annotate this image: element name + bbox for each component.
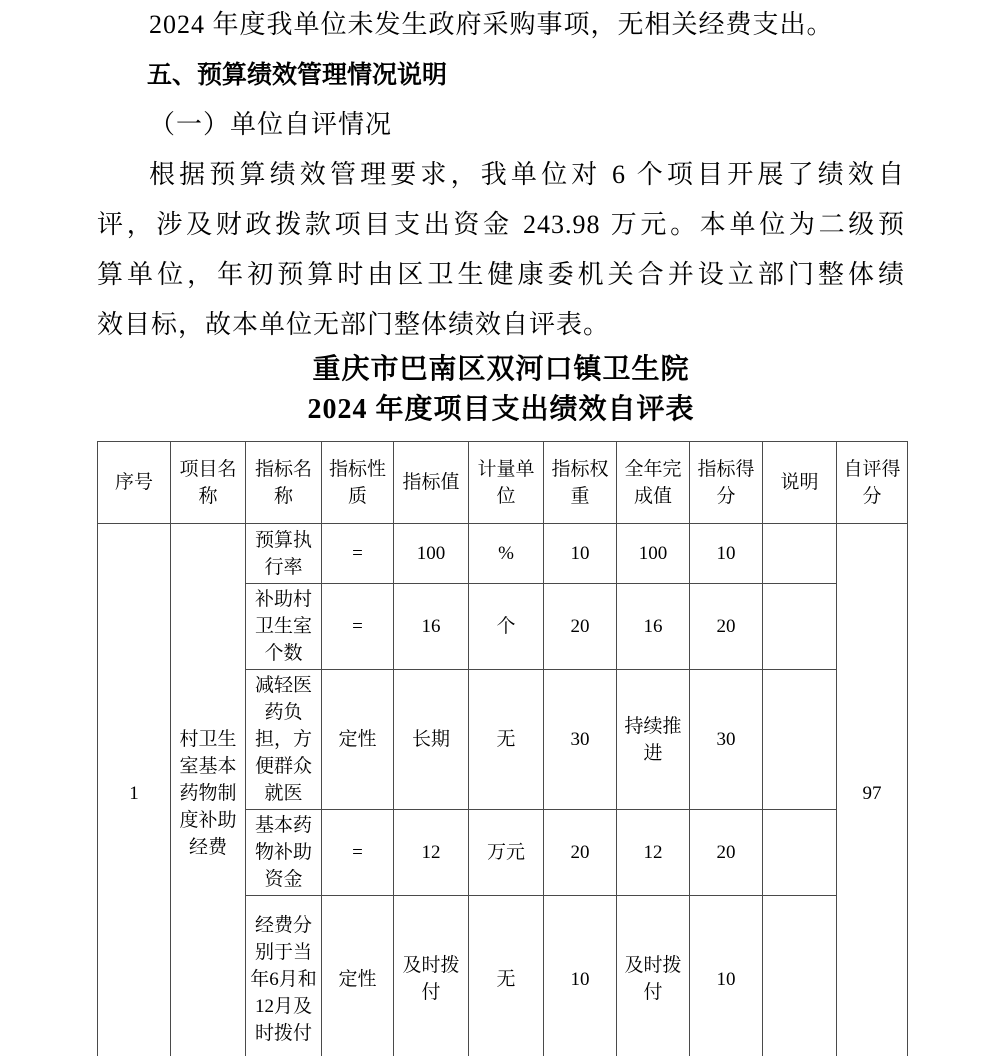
paragraph-line: 算单位，年初预算时由区卫生健康委机关合并设立部门整体绩 [97,260,905,289]
header-project-name: 项目名称 [171,442,246,524]
cell-indicator-nature: = [322,584,394,670]
header-indicator-score: 指标得分 [690,442,763,524]
cell-indicator-value: 16 [394,584,469,670]
cell-note [763,896,837,1056]
paragraph-self-eval [97,150,905,350]
paragraph-line: 根据预算绩效管理要求，我单位对 6 个项目开展了绩效自 [149,160,905,189]
cell-indicator-name: 基本药物补助资金 [246,810,322,896]
table-title-institution: 重庆市巴南区双河口镇卫生院 [312,354,690,385]
cell-indicator-value: 100 [394,524,469,584]
cell-unit: 无 [469,670,544,810]
cell-indicator-nature: = [322,810,394,896]
cell-indicator-name: 经费分别于当年6月和12月及时拨付 [246,896,322,1056]
header-weight: 指标权重 [544,442,617,524]
indicator-row [98,524,908,584]
header-serial: 序号 [98,442,171,524]
header-annual-completion: 全年完成值 [617,442,690,524]
cell-score: 20 [690,584,763,670]
performance-self-eval-table [97,441,908,1056]
sub-heading: （一）单位自评情况 [149,110,393,139]
cell-unit: % [469,524,544,584]
table-title-report: 2024 年度项目支出绩效自评表 [307,394,695,425]
paragraph-line: 评，涉及财政拨款项目支出资金 243.98 万元。本单位为二级预 [97,210,905,239]
cell-completion: 12 [617,810,690,896]
cell-note [763,810,837,896]
cell-note [763,584,837,670]
cell-indicator-name: 补助村卫生室个数 [246,584,322,670]
cell-indicator-name: 预算执行率 [246,524,322,584]
cell-score: 10 [690,896,763,1056]
cell-self-score: 97 [837,524,908,1056]
cell-note [763,524,837,584]
cell-indicator-nature: 定性 [322,670,394,810]
paragraph-procurement: 2024 年度我单位未发生政府采购事项，无相关经费支出。 [149,10,834,39]
cell-unit: 万元 [469,810,544,896]
cell-score: 30 [690,670,763,810]
cell-weight: 10 [544,524,617,584]
cell-unit: 个 [469,584,544,670]
cell-completion: 16 [617,584,690,670]
cell-indicator-value: 及时拨付 [394,896,469,1056]
cell-project-name: 村卫生室基本药物制度补助经费 [171,524,246,1056]
cell-indicator-value: 长期 [394,670,469,810]
header-self-score: 自评得分 [837,442,908,524]
section-heading: 五、预算绩效管理情况说明 [147,61,448,89]
cell-indicator-nature: 定性 [322,896,394,1056]
cell-completion: 持续推进 [617,670,690,810]
header-note: 说明 [763,442,837,524]
cell-score: 20 [690,810,763,896]
cell-weight: 30 [544,670,617,810]
cell-weight: 20 [544,584,617,670]
cell-completion: 及时拨付 [617,896,690,1056]
cell-indicator-nature: = [322,524,394,584]
paragraph-line: 效目标，故本单位无部门整体绩效自评表。 [97,310,611,339]
cell-weight: 20 [544,810,617,896]
header-indicator-value: 指标值 [394,442,469,524]
cell-completion: 100 [617,524,690,584]
cell-indicator-name: 减轻医药负担，方便群众就医 [246,670,322,810]
cell-weight: 10 [544,896,617,1056]
header-indicator-name: 指标名称 [246,442,322,524]
cell-score: 10 [690,524,763,584]
cell-note [763,670,837,810]
table-title-block [97,350,905,430]
header-unit: 计量单位 [469,442,544,524]
cell-indicator-value: 12 [394,810,469,896]
cell-unit: 无 [469,896,544,1056]
table-header-row [98,442,908,524]
cell-serial: 1 [98,524,171,1056]
header-indicator-nature: 指标性质 [322,442,394,524]
